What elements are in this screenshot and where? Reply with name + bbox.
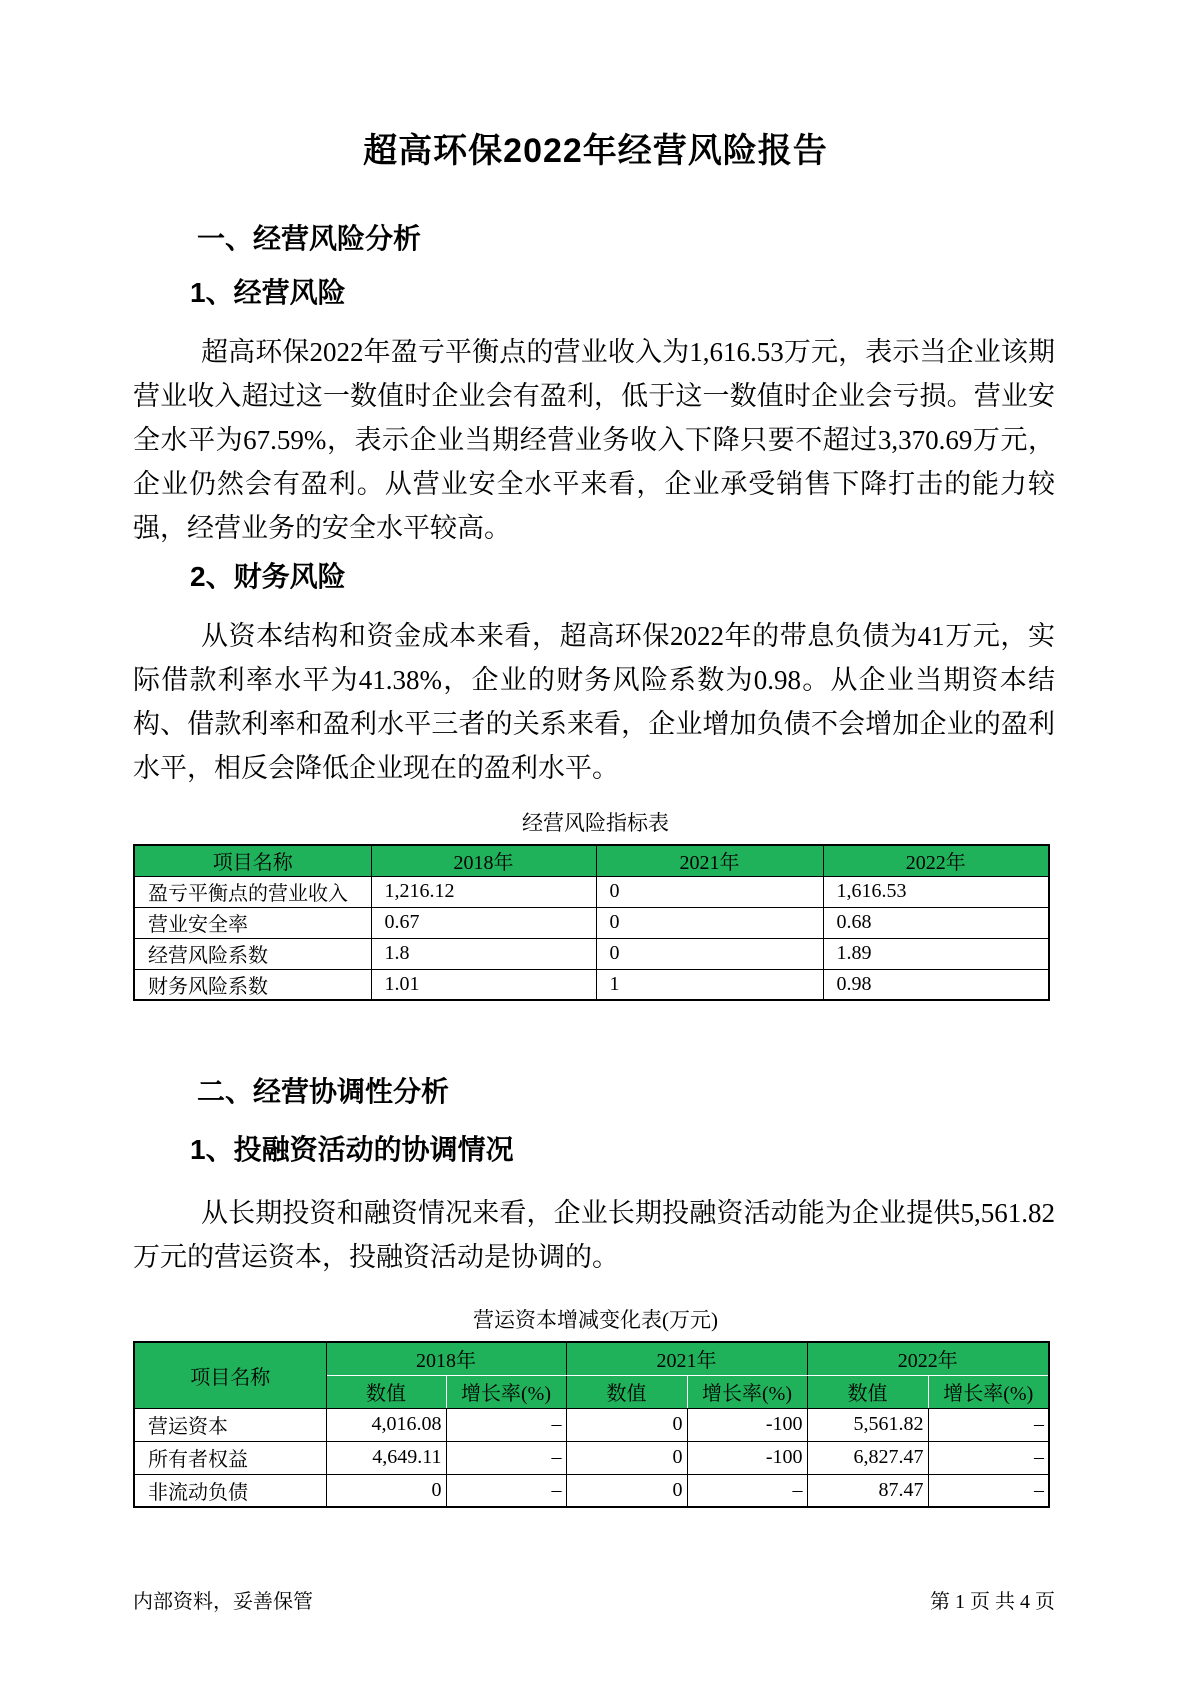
table-cell: 0: [596, 938, 823, 969]
table-cell: 1.89: [823, 938, 1049, 969]
table-cell: –: [446, 1441, 566, 1474]
table-header-row: [134, 1342, 1049, 1375]
table-cell: 0.98: [823, 969, 1049, 1000]
table-cell: 1: [596, 969, 823, 1000]
table-cell: –: [928, 1474, 1049, 1507]
table-cell: –: [687, 1474, 807, 1507]
t2-subheader-value: 数值: [326, 1375, 446, 1408]
t2-subheader-value: 数值: [566, 1375, 687, 1408]
t2-header-2021: 2021年: [566, 1342, 807, 1375]
table-cell: 财务风险系数: [134, 969, 371, 1000]
heading-investment-financing: 1、投融资活动的协调情况: [190, 1134, 514, 1165]
risk-indicator-table-title: 经营风险指标表: [522, 811, 669, 835]
table-row: [134, 938, 1049, 969]
working-capital-table-title: 营运资本增减变化表(万元): [473, 1308, 718, 1332]
table-cell: 0: [326, 1474, 446, 1507]
table-cell: 0.68: [823, 907, 1049, 938]
table-row: [134, 1474, 1049, 1507]
table-cell: 1.8: [371, 938, 596, 969]
table-cell: 1.01: [371, 969, 596, 1000]
t2-header-item: 项目名称: [134, 1342, 326, 1408]
table-cell: 1,616.53: [823, 876, 1049, 907]
table-cell: -100: [687, 1408, 807, 1441]
table-cell: 经营风险系数: [134, 938, 371, 969]
heading-financial-risk: 2、财务风险: [190, 561, 346, 592]
para-operating-risk: 超高环保2022年盈亏平衡点的营业收入为1,616.53万元，表示当企业该期营业收入超过这一数值时企业会有盈利，低于这一数值时企业会亏损。营业安全水平为67.59%，表示企业当期经营业务收入下降只要不超过3,370.69万元，企业仍然会有盈利。从营业安全水平来看，企业承受销售下降打击的能力较强，经营业务的安全水平较高。: [133, 337, 1055, 543]
table-header-row: [134, 845, 1049, 876]
table-cell: 0: [566, 1441, 687, 1474]
table-row: [134, 1441, 1049, 1474]
t2-header-2018: 2018年: [326, 1342, 566, 1375]
t1-header-2018: 2018年: [371, 845, 596, 876]
table-cell: -100: [687, 1441, 807, 1474]
table-cell: 0: [566, 1474, 687, 1507]
t2-subheader-growth: 增长率(%): [687, 1375, 807, 1408]
table-cell: 4,016.08: [326, 1408, 446, 1441]
t2-subheader-value: 数值: [807, 1375, 928, 1408]
doc-title: 超高环保2022年经营风险报告: [363, 132, 828, 170]
heading-operating-risk: 1、经营风险: [190, 277, 346, 308]
para-financial-risk: 从资本结构和资金成本来看，超高环保2022年的带息负债为41万元，实际借款利率水平为41.38%，企业的财务风险系数为0.98。从企业当期资本结构、借款利率和盈利水平三者的关系来看，企业增加负债不会增加企业的盈利水平，相反会降低企业现在的盈利水平。: [133, 621, 1055, 783]
table-cell: 盈亏平衡点的营业收入: [134, 876, 371, 907]
table-cell: 所有者权益: [134, 1441, 326, 1474]
table-cell: –: [446, 1474, 566, 1507]
table-cell: 1,216.12: [371, 876, 596, 907]
table-cell: 营运资本: [134, 1408, 326, 1441]
table-row: [134, 876, 1049, 907]
working-capital-table: [133, 1341, 1050, 1508]
para-investment-financing: 从长期投资和融资情况来看，企业长期投融资活动能为企业提供5,561.82万元的营运资本，投融资活动是协调的。: [133, 1198, 1055, 1272]
table-cell: 87.47: [807, 1474, 928, 1507]
t1-header-item: 项目名称: [134, 845, 371, 876]
heading-section-1: 一、经营风险分析: [197, 223, 422, 254]
table-cell: –: [928, 1408, 1049, 1441]
table-cell: –: [446, 1408, 566, 1441]
table-row: [134, 907, 1049, 938]
t1-header-2021: 2021年: [596, 845, 823, 876]
table-cell: 非流动负债: [134, 1474, 326, 1507]
table-cell: 0: [596, 907, 823, 938]
footer-page-number: 第 1 页 共 4 页: [930, 1591, 1055, 1613]
footer-confidential-note: 内部资料，妥善保管: [133, 1591, 313, 1613]
t2-subheader-growth: 增长率(%): [446, 1375, 566, 1408]
table-cell: 4,649.11: [326, 1441, 446, 1474]
table-cell: 营业安全率: [134, 907, 371, 938]
t1-header-2022: 2022年: [823, 845, 1049, 876]
table-cell: –: [928, 1441, 1049, 1474]
risk-indicator-table: [133, 844, 1050, 1001]
table-cell: 6,827.47: [807, 1441, 928, 1474]
t2-subheader-growth: 增长率(%): [928, 1375, 1049, 1408]
table-cell: 0.67: [371, 907, 596, 938]
table-cell: 0: [596, 876, 823, 907]
t2-header-2022: 2022年: [807, 1342, 1049, 1375]
heading-section-2: 二、经营协调性分析: [197, 1076, 450, 1107]
table-row: [134, 969, 1049, 1000]
table-cell: 5,561.82: [807, 1408, 928, 1441]
table-cell: 0: [566, 1408, 687, 1441]
table-row: [134, 1408, 1049, 1441]
